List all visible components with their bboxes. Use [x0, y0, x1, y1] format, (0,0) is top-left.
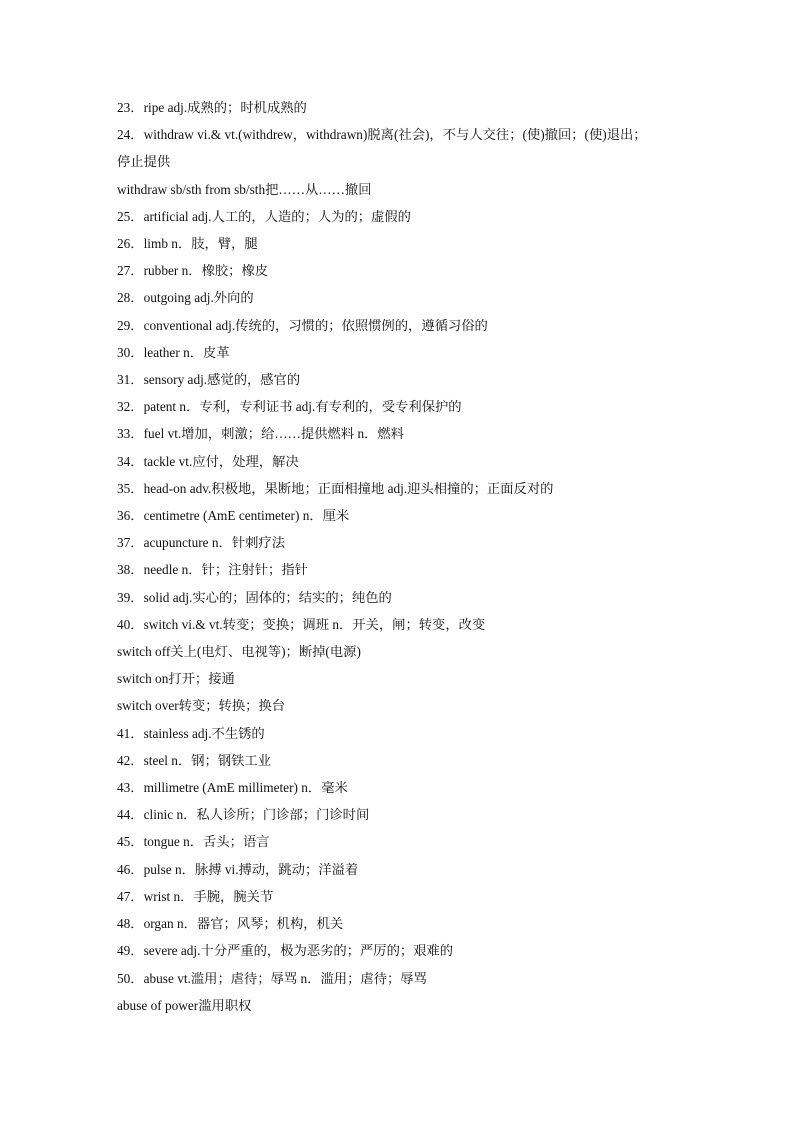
entry-39: 39．solid adj.实心的；固体的；结实的；纯色的: [117, 589, 392, 605]
entry-41: 41．stainless adj.不生锈的: [117, 725, 265, 741]
entry-24-continued: 停止提供: [117, 154, 171, 170]
phrase-switch-off: switch off关上(电灯、电视等)；断掉(电源): [117, 644, 361, 660]
entry-42: 42．steel n．钢；钢铁工业: [117, 752, 272, 768]
entry-44: 44．clinic n．私人诊所；门诊部；门诊时间: [117, 807, 370, 823]
entry-28: 28．outgoing adj.外向的: [117, 290, 254, 306]
entry-37: 37．acupuncture n．针刺疗法: [117, 535, 286, 551]
entry-43: 43．millimetre (AmE millimeter) n．毫米: [117, 780, 348, 796]
entry-48: 48．organ n．器官；风琴；机构，机关: [117, 916, 344, 932]
vocabulary-list: [117, 94, 687, 1019]
entry-27: 27．rubber n．橡胶；橡皮: [117, 263, 269, 279]
entry-40: 40．switch vi.& vt.转变；变换；调班 n．开关，闸；转变，改变: [117, 616, 486, 632]
entry-34: 34．tackle vt.应付，处理，解决: [117, 453, 299, 469]
phrase-abuse-of-power: abuse of power滥用职权: [117, 997, 252, 1013]
entry-25: 25．artificial adj.人工的，人造的；人为的；虚假的: [117, 208, 411, 224]
entry-46: 46．pulse n．脉搏 vi.搏动，跳动；洋溢着: [117, 861, 359, 877]
entry-49: 49．severe adj.十分严重的，极为恶劣的；严厉的；艰难的: [117, 943, 454, 959]
entry-38: 38．needle n．针；注射针；指针: [117, 562, 308, 578]
entry-30: 30．leather n．皮革: [117, 344, 230, 360]
entry-36: 36．centimetre (AmE centimeter) n．厘米: [117, 508, 350, 524]
entry-33: 33．fuel vt.增加，刺激；给……提供燃料 n．燃料: [117, 426, 404, 442]
entry-29: 29．conventional adj.传统的，习惯的；依照惯例的，遵循习俗的: [117, 317, 488, 333]
entry-31: 31．sensory adj.感觉的，感官的: [117, 372, 301, 388]
entry-45: 45．tongue n．舌头；语言: [117, 834, 270, 850]
entry-23: 23．ripe adj.成熟的；时机成熟的: [117, 100, 307, 115]
entry-50: 50．abuse vt.滥用；虐待；辱骂 n．滥用；虐待；辱骂: [117, 970, 427, 986]
phrase-switch-on: switch on打开；接通: [117, 671, 235, 687]
phrase-switch-over: switch over转变；转换；换台: [117, 698, 286, 714]
phrase-withdraw: withdraw sb/sth from sb/sth把……从……撤回: [117, 181, 372, 197]
entry-32: 32．patent n．专利，专利证书 adj.有专利的，受专利保护的: [117, 399, 462, 415]
entry-26: 26．limb n．肢，臂，腿: [117, 236, 258, 252]
entry-47: 47．wrist n．手腕，腕关节: [117, 888, 274, 904]
entry-24: 24．withdraw vi.& vt.(withdrew，withdrawn)脱离(社会)，不与人交往；(使)撤回；(使)退出；: [117, 127, 647, 143]
entry-35: 35．head-on adv.积极地，果断地；正面相撞地 adj.迎头相撞的；正面反对的: [117, 480, 554, 496]
